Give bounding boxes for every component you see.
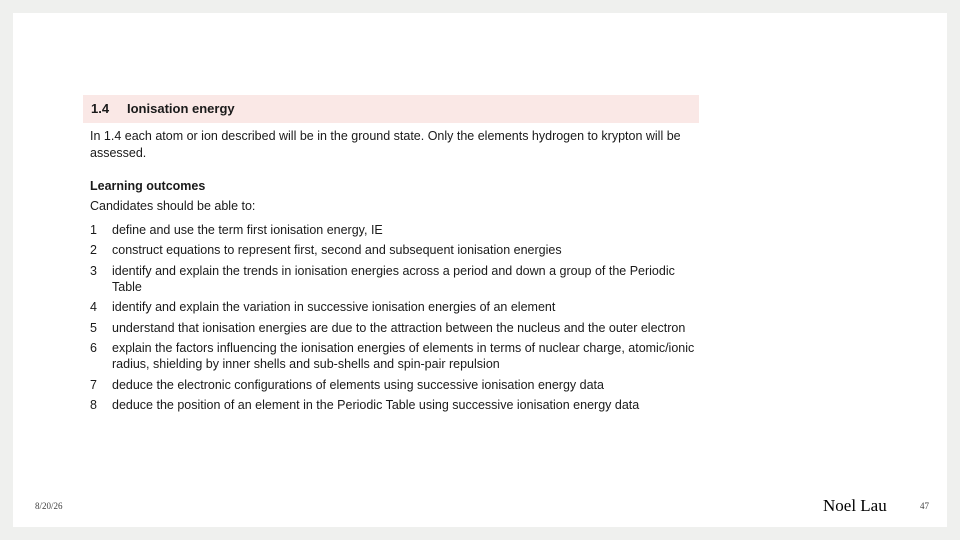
list-item [90, 320, 700, 337]
list-item-text: construct equations to represent first, second and subsequent ionisation energies [112, 243, 562, 258]
list-item-number: 6 [90, 340, 97, 355]
list-item-number: 3 [90, 263, 97, 278]
list-item-number: 1 [90, 223, 97, 237]
list-item [90, 340, 700, 373]
list-item-text: define and use the term first ionisation energy, IE [112, 223, 383, 237]
section-intro: In 1.4 each atom or ion described will be in the ground state. Only the elements hydrogen to krypton will be assessed. [90, 129, 681, 160]
list-item-number: 4 [90, 300, 97, 315]
list-item-number: 7 [90, 377, 97, 392]
section-header-bar [83, 95, 699, 123]
list-item [90, 242, 700, 259]
footer-author: Noel Lau [823, 496, 887, 515]
list-item [90, 397, 700, 414]
footer-date: 8/20/26 [35, 501, 63, 511]
section-title: Ionisation energy [127, 101, 235, 116]
list-item-number: 2 [90, 243, 97, 258]
list-item [90, 377, 700, 394]
learning-outcomes-subheading: Candidates should be able to: [90, 199, 256, 213]
list-item [90, 222, 700, 239]
list-item-number: 8 [90, 398, 97, 413]
list-item [90, 263, 700, 296]
list-item-text: deduce the position of an element in the Periodic Table using successive ionisation energy data [112, 398, 640, 413]
list-item-number: 5 [90, 320, 97, 335]
learning-outcomes-heading: Learning outcomes [90, 179, 206, 193]
list-item-text: deduce the electronic configurations of elements using successive ionisation energy data [112, 377, 604, 392]
list-item-text: identify and explain the trends in ionisation energies across a period and down a group of the Periodic Table [112, 263, 675, 295]
learning-outcomes-list [90, 222, 700, 417]
footer-page-number: 47 [920, 501, 929, 511]
section-number: 1.4 [91, 101, 110, 116]
slide [13, 13, 947, 527]
list-item [90, 299, 700, 316]
list-item-text: identify and explain the variation in successive ionisation energies of an element [112, 300, 556, 315]
list-item-text: explain the factors influencing the ionisation energies of elements in terms of nuclear charge, atomic/ionic radius, shielding by inner shells and sub-shells and spin-pair repulsion [112, 340, 695, 372]
list-item-text: understand that ionisation energies are due to the attraction between the nucleus and the outer electron [112, 320, 686, 335]
